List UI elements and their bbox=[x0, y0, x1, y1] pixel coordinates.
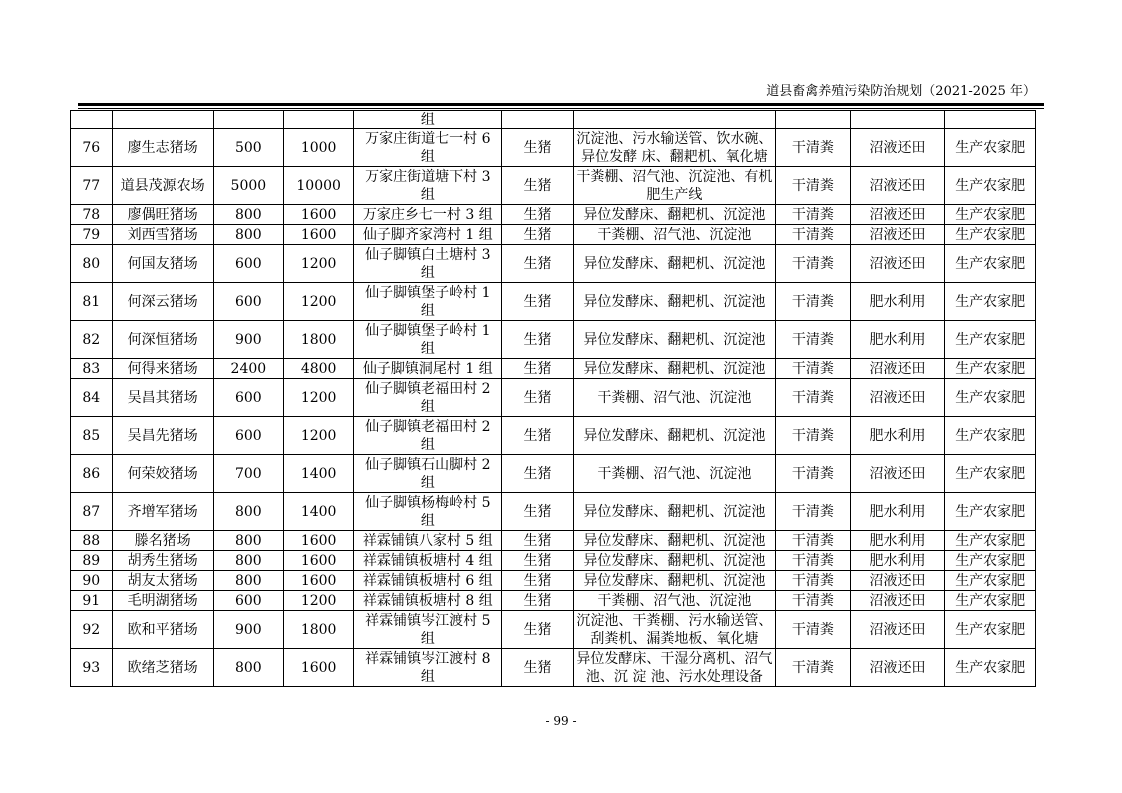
cell-name: 何得来猪场 bbox=[112, 359, 213, 379]
cell-cleaning: 干清粪 bbox=[776, 167, 851, 205]
cell-facilities: 沉淀池、干粪棚、污水输送管、刮粪机、漏粪地板、氧化塘 bbox=[573, 611, 775, 649]
cell-facilities: 异位发酵床、翻耙机、沉淀池 bbox=[573, 417, 775, 455]
cell-cleaning: 干清粪 bbox=[776, 225, 851, 245]
cell-name: 齐增军猪场 bbox=[112, 493, 213, 531]
cell-cleaning bbox=[776, 111, 851, 129]
cell-stock: 900 bbox=[213, 611, 283, 649]
cell-animal: 生猪 bbox=[502, 379, 573, 417]
cell-cleaning: 干清粪 bbox=[776, 245, 851, 283]
cell-output: 1400 bbox=[284, 493, 354, 531]
cell-stock: 800 bbox=[213, 531, 283, 551]
cell-address: 祥霖铺镇岑江渡村 8 组 bbox=[354, 649, 502, 687]
cell-facilities: 异位发酵床、翻耙机、沉淀池 bbox=[573, 321, 775, 359]
cell-facilities: 干粪棚、沼气池、沉淀池 bbox=[573, 379, 775, 417]
cell-stock bbox=[213, 111, 283, 129]
cell-facilities: 异位发酵床、翻耙机、沉淀池 bbox=[573, 571, 775, 591]
cell-liquid: 沼液还田 bbox=[850, 167, 945, 205]
cell-animal: 生猪 bbox=[502, 359, 573, 379]
cell-name: 何荣姣猪场 bbox=[112, 455, 213, 493]
cell-facilities: 沉淀池、污水输送管、饮水碗、异位发酵 床、翻耙机、氧化塘 bbox=[573, 129, 775, 167]
cell-solid: 生产农家肥 bbox=[945, 225, 1036, 245]
cell-stock: 800 bbox=[213, 205, 283, 225]
cell-name bbox=[112, 111, 213, 129]
table-row bbox=[71, 417, 1036, 455]
table-row bbox=[71, 571, 1036, 591]
cell-liquid: 沼液还田 bbox=[850, 571, 945, 591]
cell-output: 4800 bbox=[284, 359, 354, 379]
cell-cleaning: 干清粪 bbox=[776, 649, 851, 687]
table-row bbox=[71, 321, 1036, 359]
cell-animal: 生猪 bbox=[502, 225, 573, 245]
cell-cleaning: 干清粪 bbox=[776, 379, 851, 417]
table-body bbox=[71, 111, 1036, 687]
cell-animal: 生猪 bbox=[502, 551, 573, 571]
cell-output: 1200 bbox=[284, 417, 354, 455]
cell-no: 82 bbox=[71, 321, 113, 359]
cell-output: 1200 bbox=[284, 283, 354, 321]
cell-no: 86 bbox=[71, 455, 113, 493]
document-header-title: 道县畜禽养殖污染防治规划（2021-2025 年） bbox=[766, 84, 1036, 99]
cell-solid: 生产农家肥 bbox=[945, 571, 1036, 591]
cell-facilities: 异位发酵床、翻耙机、沉淀池 bbox=[573, 283, 775, 321]
cell-address: 仙子脚镇白土塘村 3 组 bbox=[354, 245, 502, 283]
cell-liquid: 沼液还田 bbox=[850, 611, 945, 649]
cell-cleaning: 干清粪 bbox=[776, 129, 851, 167]
cell-address: 仙子脚镇老福田村 2 组 bbox=[354, 379, 502, 417]
cell-address: 仙子脚镇老福田村 2 组 bbox=[354, 417, 502, 455]
cell-address: 万家庄乡七一村 3 组 bbox=[354, 205, 502, 225]
cell-no: 84 bbox=[71, 379, 113, 417]
table-row bbox=[71, 359, 1036, 379]
cell-liquid: 沼液还田 bbox=[850, 649, 945, 687]
cell-liquid: 沼液还田 bbox=[850, 225, 945, 245]
farm-table bbox=[70, 110, 1036, 687]
cell-facilities: 干粪棚、沼气池、沉淀池、有机肥生产线 bbox=[573, 167, 775, 205]
cell-solid: 生产农家肥 bbox=[945, 531, 1036, 551]
cell-animal: 生猪 bbox=[502, 167, 573, 205]
cell-address: 仙子脚镇堡子岭村 1 组 bbox=[354, 321, 502, 359]
cell-liquid: 肥水利用 bbox=[850, 321, 945, 359]
cell-solid: 生产农家肥 bbox=[945, 167, 1036, 205]
cell-stock: 600 bbox=[213, 591, 283, 611]
cell-solid: 生产农家肥 bbox=[945, 245, 1036, 283]
cell-animal: 生猪 bbox=[502, 611, 573, 649]
cell-address: 祥霖铺镇岑江渡村 5 组 bbox=[354, 611, 502, 649]
cell-no: 92 bbox=[71, 611, 113, 649]
cell-solid: 生产农家肥 bbox=[945, 359, 1036, 379]
cell-cleaning: 干清粪 bbox=[776, 205, 851, 225]
cell-address: 仙子脚镇堡子岭村 1 组 bbox=[354, 283, 502, 321]
cell-no: 93 bbox=[71, 649, 113, 687]
cell-stock: 800 bbox=[213, 649, 283, 687]
cell-name: 滕名猪场 bbox=[112, 531, 213, 551]
cell-name: 胡秀生猪场 bbox=[112, 551, 213, 571]
cell-cleaning: 干清粪 bbox=[776, 493, 851, 531]
cell-liquid: 沼液还田 bbox=[850, 455, 945, 493]
cell-output: 1600 bbox=[284, 551, 354, 571]
table-row bbox=[71, 129, 1036, 167]
cell-facilities: 干粪棚、沼气池、沉淀池 bbox=[573, 225, 775, 245]
cell-cleaning: 干清粪 bbox=[776, 417, 851, 455]
cell-solid: 生产农家肥 bbox=[945, 321, 1036, 359]
cell-name: 廖生志猪场 bbox=[112, 129, 213, 167]
cell-stock: 800 bbox=[213, 551, 283, 571]
cell-name: 廖偶旺猪场 bbox=[112, 205, 213, 225]
continuation-row bbox=[71, 111, 1036, 129]
cell-liquid: 肥水利用 bbox=[850, 417, 945, 455]
cell-address: 万家庄街道塘下村 3 组 bbox=[354, 167, 502, 205]
cell-cleaning: 干清粪 bbox=[776, 611, 851, 649]
cell-no: 80 bbox=[71, 245, 113, 283]
cell-output: 1600 bbox=[284, 225, 354, 245]
cell-cleaning: 干清粪 bbox=[776, 283, 851, 321]
cell-liquid: 沼液还田 bbox=[850, 379, 945, 417]
cell-stock: 800 bbox=[213, 493, 283, 531]
cell-liquid bbox=[850, 111, 945, 129]
cell-facilities: 异位发酵床、翻耙机、沉淀池 bbox=[573, 359, 775, 379]
cell-facilities: 异位发酵床、干湿分离机、沼气池、沉 淀 池、污水处理设备 bbox=[573, 649, 775, 687]
cell-cleaning: 干清粪 bbox=[776, 321, 851, 359]
cell-output: 1200 bbox=[284, 379, 354, 417]
cell-cleaning: 干清粪 bbox=[776, 531, 851, 551]
cell-solid: 生产农家肥 bbox=[945, 379, 1036, 417]
cell-solid: 生产农家肥 bbox=[945, 455, 1036, 493]
cell-name: 何国友猪场 bbox=[112, 245, 213, 283]
header-rule-thick bbox=[78, 103, 1044, 106]
cell-output: 1000 bbox=[284, 129, 354, 167]
cell-no: 81 bbox=[71, 283, 113, 321]
cell-facilities: 异位发酵床、翻耙机、沉淀池 bbox=[573, 551, 775, 571]
cell-output: 10000 bbox=[284, 167, 354, 205]
cell-address: 仙子脚镇杨梅岭村 5 组 bbox=[354, 493, 502, 531]
table-row bbox=[71, 283, 1036, 321]
cell-solid bbox=[945, 111, 1036, 129]
table-row bbox=[71, 551, 1036, 571]
cell-stock: 600 bbox=[213, 283, 283, 321]
table-row bbox=[71, 531, 1036, 551]
cell-no: 88 bbox=[71, 531, 113, 551]
cell-facilities: 异位发酵床、翻耙机、沉淀池 bbox=[573, 245, 775, 283]
cell-animal: 生猪 bbox=[502, 205, 573, 225]
cell-facilities: 干粪棚、沼气池、沉淀池 bbox=[573, 591, 775, 611]
cell-solid: 生产农家肥 bbox=[945, 493, 1036, 531]
cell-address: 祥霖铺镇板塘村 8 组 bbox=[354, 591, 502, 611]
cell-address: 祥霖铺镇板塘村 6 组 bbox=[354, 571, 502, 591]
table-row bbox=[71, 205, 1036, 225]
cell-name: 何深云猪场 bbox=[112, 283, 213, 321]
cell-animal: 生猪 bbox=[502, 321, 573, 359]
cell-name: 毛明湖猪场 bbox=[112, 591, 213, 611]
cell-cleaning: 干清粪 bbox=[776, 455, 851, 493]
cell-liquid: 肥水利用 bbox=[850, 283, 945, 321]
cell-output: 1200 bbox=[284, 245, 354, 283]
cell-solid: 生产农家肥 bbox=[945, 129, 1036, 167]
cell-solid: 生产农家肥 bbox=[945, 649, 1036, 687]
cell-animal: 生猪 bbox=[502, 571, 573, 591]
cell-name: 欧和平猪场 bbox=[112, 611, 213, 649]
cell-output: 1600 bbox=[284, 531, 354, 551]
cell-no: 76 bbox=[71, 129, 113, 167]
header-rule-thin bbox=[78, 108, 1044, 109]
cell-output: 1800 bbox=[284, 611, 354, 649]
cell-name: 刘西雪猪场 bbox=[112, 225, 213, 245]
cell-animal: 生猪 bbox=[502, 493, 573, 531]
cell-animal: 生猪 bbox=[502, 531, 573, 551]
cell-name: 道县茂源农场 bbox=[112, 167, 213, 205]
cell-liquid: 肥水利用 bbox=[850, 531, 945, 551]
cell-output: 1200 bbox=[284, 591, 354, 611]
cell-liquid: 沼液还田 bbox=[850, 591, 945, 611]
cell-address: 仙子脚齐家湾村 1 组 bbox=[354, 225, 502, 245]
cell-name: 欧绪芝猪场 bbox=[112, 649, 213, 687]
cell-liquid: 肥水利用 bbox=[850, 493, 945, 531]
cell-animal: 生猪 bbox=[502, 455, 573, 493]
cell-stock: 800 bbox=[213, 571, 283, 591]
cell-no: 85 bbox=[71, 417, 113, 455]
cell-animal: 生猪 bbox=[502, 417, 573, 455]
cell-stock: 700 bbox=[213, 455, 283, 493]
cell-no: 90 bbox=[71, 571, 113, 591]
cell-no: 77 bbox=[71, 167, 113, 205]
cell-no: 78 bbox=[71, 205, 113, 225]
cell-solid: 生产农家肥 bbox=[945, 205, 1036, 225]
cell-stock: 2400 bbox=[213, 359, 283, 379]
cell-liquid: 沼液还田 bbox=[850, 129, 945, 167]
cell-stock: 600 bbox=[213, 379, 283, 417]
table-row bbox=[71, 379, 1036, 417]
cell-output: 1600 bbox=[284, 649, 354, 687]
table-row bbox=[71, 493, 1036, 531]
cell-output: 1600 bbox=[284, 205, 354, 225]
cell-cleaning: 干清粪 bbox=[776, 591, 851, 611]
cell-no: 83 bbox=[71, 359, 113, 379]
cell-cleaning: 干清粪 bbox=[776, 551, 851, 571]
cell-animal: 生猪 bbox=[502, 129, 573, 167]
cell-output: 1800 bbox=[284, 321, 354, 359]
cell-name: 吴昌先猪场 bbox=[112, 417, 213, 455]
cell-liquid: 沼液还田 bbox=[850, 245, 945, 283]
table-row bbox=[71, 649, 1036, 687]
cell-facilities bbox=[573, 111, 775, 129]
cell-address: 万家庄街道七一村 6 组 bbox=[354, 129, 502, 167]
cell-animal: 生猪 bbox=[502, 245, 573, 283]
cell-cleaning: 干清粪 bbox=[776, 571, 851, 591]
cell-liquid: 沼液还田 bbox=[850, 205, 945, 225]
cell-solid: 生产农家肥 bbox=[945, 283, 1036, 321]
cell-no bbox=[71, 111, 113, 129]
cell-facilities: 干粪棚、沼气池、沉淀池 bbox=[573, 455, 775, 493]
cell-no: 91 bbox=[71, 591, 113, 611]
cell-no: 87 bbox=[71, 493, 113, 531]
cell-facilities: 异位发酵床、翻耙机、沉淀池 bbox=[573, 531, 775, 551]
cell-animal bbox=[502, 111, 573, 129]
cell-stock: 800 bbox=[213, 225, 283, 245]
cell-solid: 生产农家肥 bbox=[945, 551, 1036, 571]
cell-no: 89 bbox=[71, 551, 113, 571]
cell-facilities: 异位发酵床、翻耙机、沉淀池 bbox=[573, 205, 775, 225]
table-row bbox=[71, 245, 1036, 283]
cell-stock: 900 bbox=[213, 321, 283, 359]
cell-output: 1400 bbox=[284, 455, 354, 493]
cell-stock: 5000 bbox=[213, 167, 283, 205]
cell-solid: 生产农家肥 bbox=[945, 611, 1036, 649]
cell-cleaning: 干清粪 bbox=[776, 359, 851, 379]
cell-address: 组 bbox=[354, 111, 502, 129]
cell-stock: 600 bbox=[213, 245, 283, 283]
cell-name: 吴昌其猪场 bbox=[112, 379, 213, 417]
cell-stock: 600 bbox=[213, 417, 283, 455]
cell-name: 胡友太猪场 bbox=[112, 571, 213, 591]
cell-animal: 生猪 bbox=[502, 283, 573, 321]
cell-animal: 生猪 bbox=[502, 591, 573, 611]
cell-no: 79 bbox=[71, 225, 113, 245]
page-number: - 99 - bbox=[545, 714, 577, 728]
cell-address: 祥霖铺镇八家村 5 组 bbox=[354, 531, 502, 551]
table-row bbox=[71, 225, 1036, 245]
cell-output: 1600 bbox=[284, 571, 354, 591]
cell-animal: 生猪 bbox=[502, 649, 573, 687]
cell-output bbox=[284, 111, 354, 129]
table-row bbox=[71, 167, 1036, 205]
table-row bbox=[71, 455, 1036, 493]
cell-address: 仙子脚镇洞尾村 1 组 bbox=[354, 359, 502, 379]
cell-facilities: 异位发酵床、翻耙机、沉淀池 bbox=[573, 493, 775, 531]
cell-solid: 生产农家肥 bbox=[945, 417, 1036, 455]
table-row bbox=[71, 591, 1036, 611]
cell-stock: 500 bbox=[213, 129, 283, 167]
cell-liquid: 肥水利用 bbox=[850, 551, 945, 571]
cell-address: 仙子脚镇石山脚村 2 组 bbox=[354, 455, 502, 493]
cell-name: 何深恒猪场 bbox=[112, 321, 213, 359]
cell-address: 祥霖铺镇板塘村 4 组 bbox=[354, 551, 502, 571]
cell-liquid: 沼液还田 bbox=[850, 359, 945, 379]
table-row bbox=[71, 611, 1036, 649]
cell-solid: 生产农家肥 bbox=[945, 591, 1036, 611]
